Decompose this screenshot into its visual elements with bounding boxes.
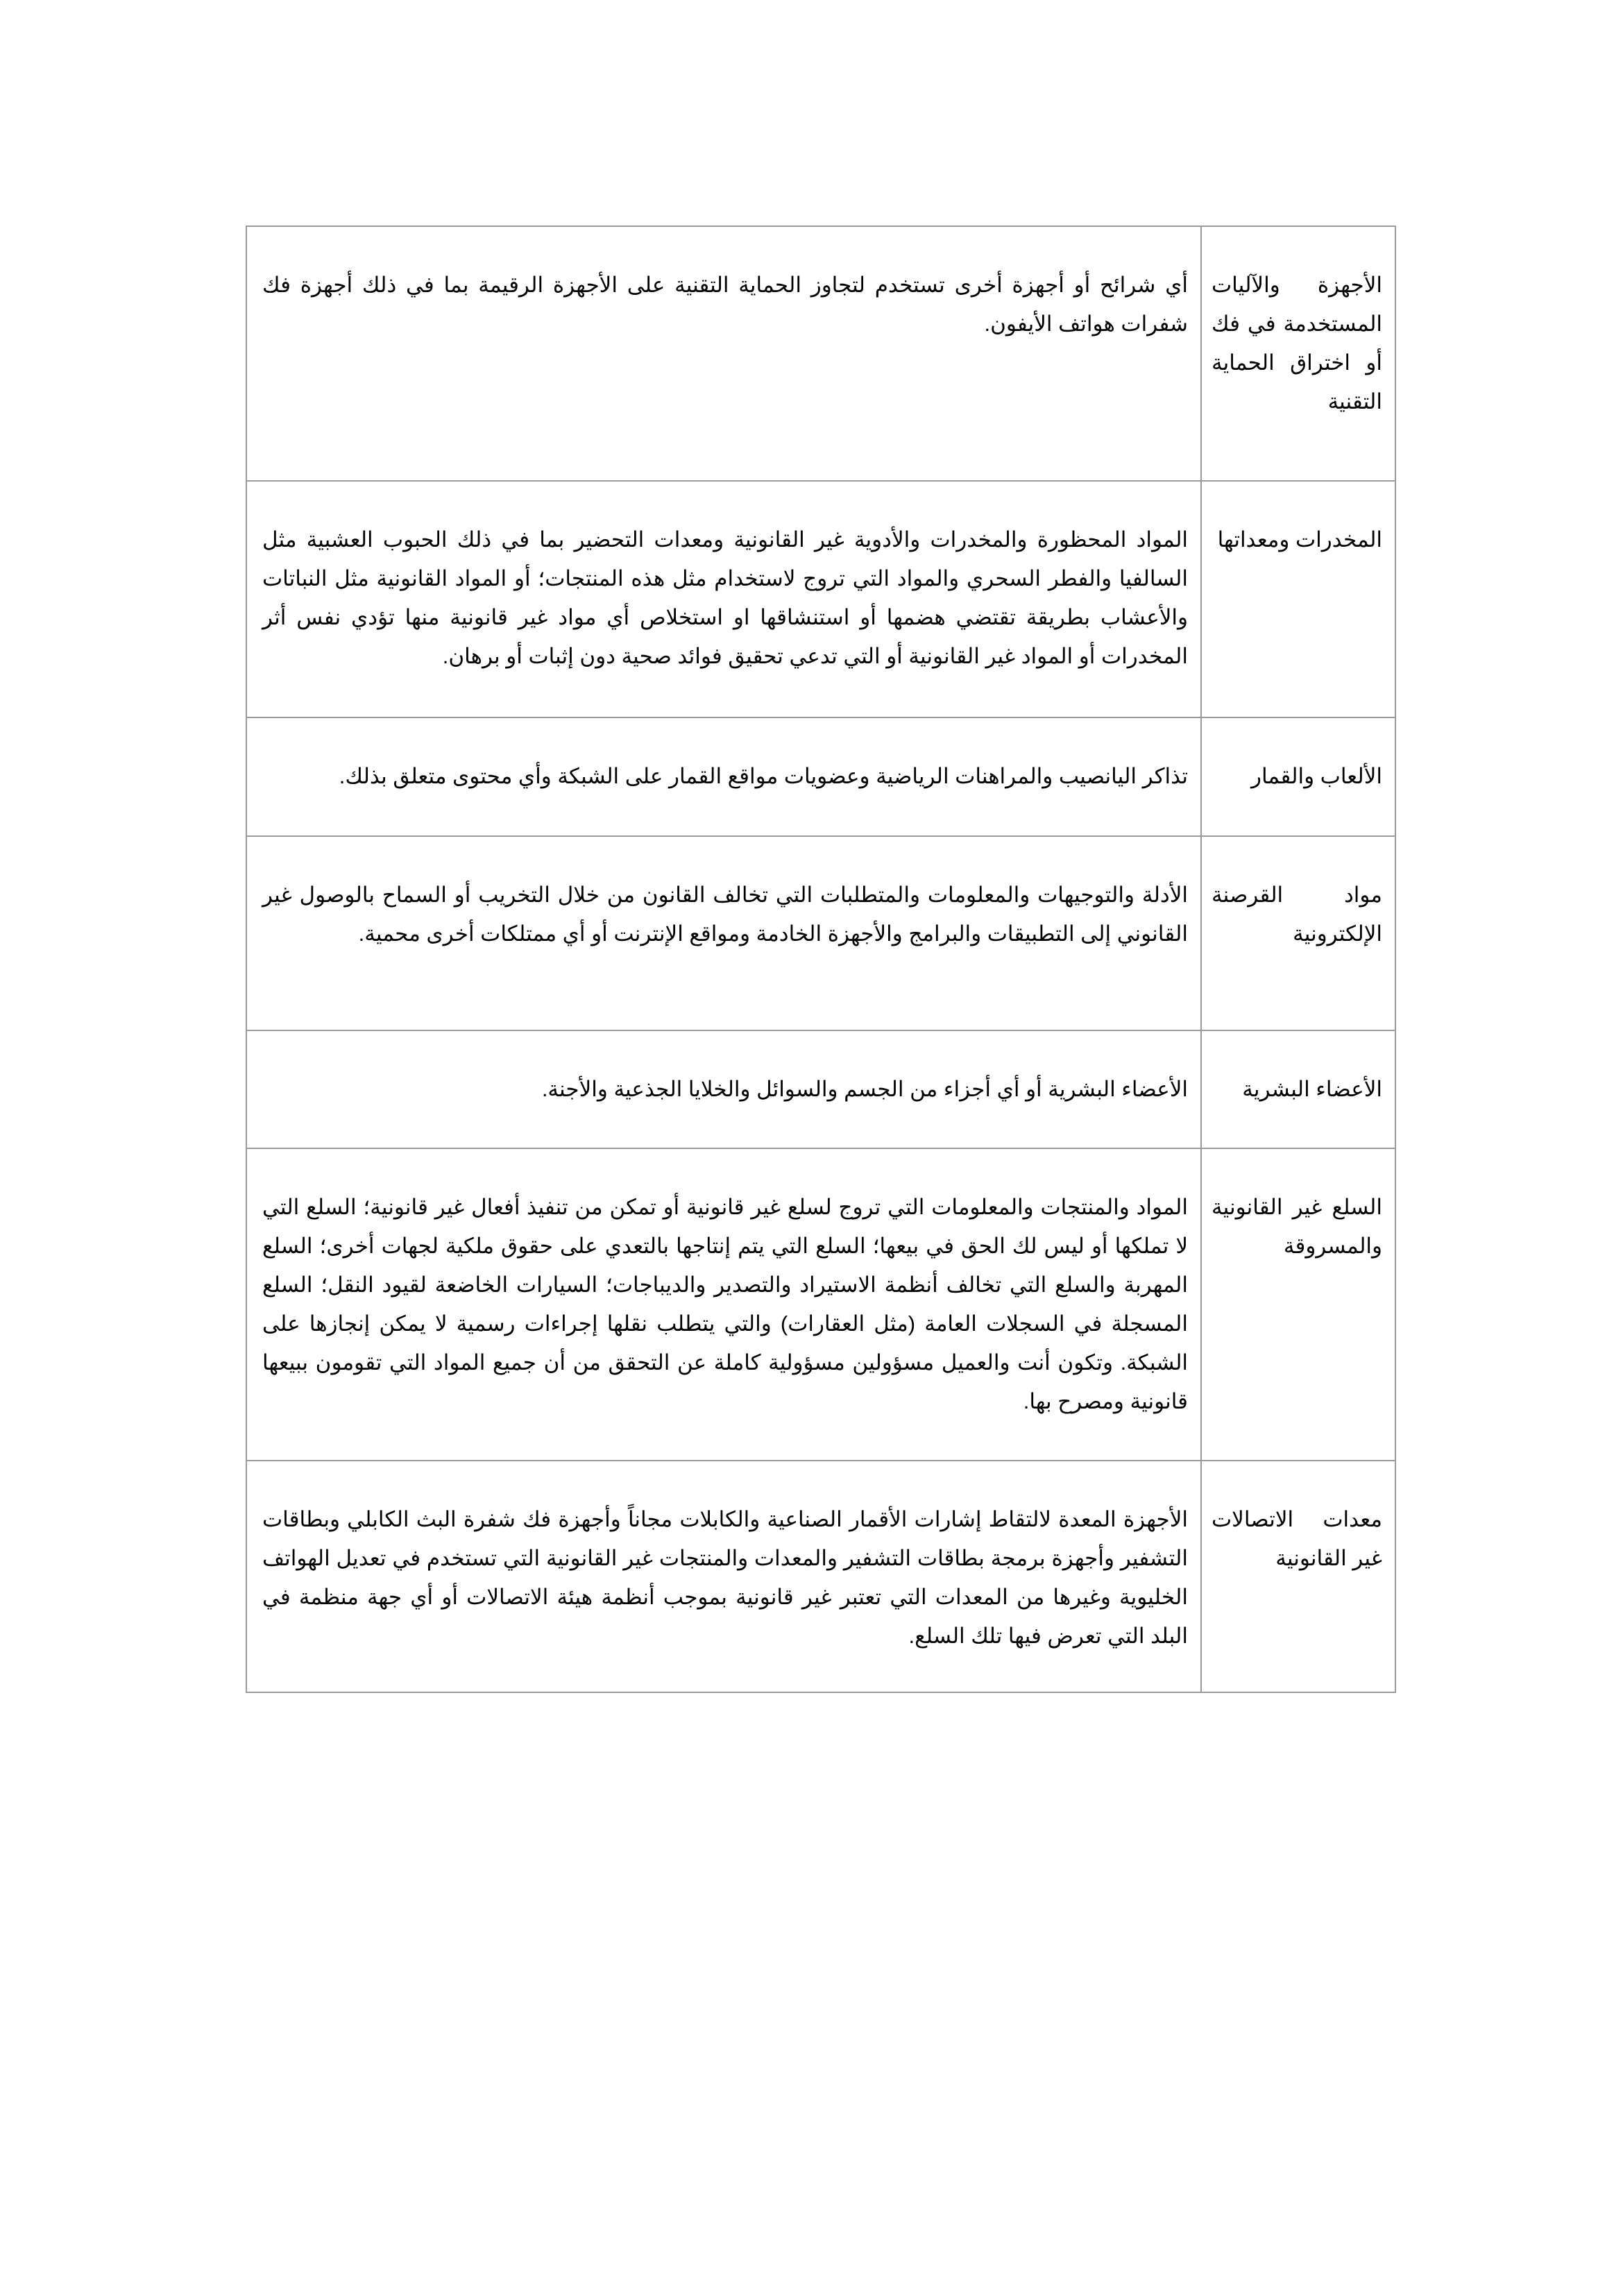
table-row	[246, 481, 1395, 717]
description-cell: الأعضاء البشرية أو أي أجزاء من الجسم والسوائل والخلايا الجذعية والأجنة.	[246, 1030, 1201, 1148]
table-row	[246, 1148, 1395, 1461]
description-cell: أي شرائح أو أجهزة أخرى تستخدم لتجاوز الحماية التقنية على الأجهزة الرقيمة بما في ذلك أجهزة فك شفرات هواتف الأيفون.	[246, 226, 1201, 481]
description-cell: المواد والمنتجات والمعلومات التي تروج لسلع غير قانونية أو تمكن من تنفيذ أفعال غير قانونية؛ السلع التي لا تملكها أو ليس لك الحق في بيعها؛ السلع التي يتم إنتاجها بالتعدي على حقوق ملكية لجهات أخرى؛ السلع المهربة والسلع التي تخالف أنظمة الاستيراد والتصدير والديباجات؛ السيارات الخاضعة لقيود النقل؛ السلع المسجلة في السجلات العامة (مثل العقارات) والتي يتطلب نقلها إجراءات رسمية لا يمكن إنجازها على الشبكة. وتكون أنت والعميل مسؤولين مسؤولية كاملة عن التحقق من أن جميع المواد التي تقومون ببيعها قانونية ومصرح بها.	[246, 1148, 1201, 1461]
prohibited-items-table	[246, 226, 1396, 1693]
category-cell: الأعضاء البشرية	[1201, 1030, 1395, 1148]
table-row	[246, 717, 1395, 836]
category-cell: معدات الاتصالات غير القانونية	[1201, 1461, 1395, 1692]
table-row	[246, 1030, 1395, 1148]
description-cell: المواد المحظورة والمخدرات والأدوية غير القانونية ومعدات التحضير بما في ذلك الحبوب العشبية مثل السالفيا والفطر السحري والمواد التي تروج لاستخدام مثل هذه المنتجات؛ أو المواد القانونية مثل النباتات والأعشاب بطريقة تقتضي هضمها أو استنشاقها او استخلاص أي مواد غير قانونية منها تؤدي نفس أثر المخدرات أو المواد غير القانونية أو التي تدعي تحقيق فوائد صحية دون إثبات أو برهان.	[246, 481, 1201, 717]
category-cell: الأجهزة والآليات المستخدمة في فك أو اختراق الحماية التقنية	[1201, 226, 1395, 481]
description-cell: تذاكر اليانصيب والمراهنات الرياضية وعضويات مواقع القمار على الشبكة وأي محتوى متعلق بذلك.	[246, 717, 1201, 836]
description-cell: الأجهزة المعدة لالتقاط إشارات الأقمار الصناعية والكابلات مجاناً وأجهزة فك شفرة البث الكابلي وبطاقات التشفير وأجهزة برمجة بطاقات التشفير والمعدات والمنتجات غير القانونية التي تستخدم في تعديل الهواتف الخليوية وغيرها من المعدات التي تعتبر غير قانونية بموجب أنظمة هيئة الاتصالات أو أي جهة منظمة في البلد التي تعرض فيها تلك السلع.	[246, 1461, 1201, 1692]
category-cell: الألعاب والقمار	[1201, 717, 1395, 836]
table-row	[246, 836, 1395, 1030]
table-row	[246, 226, 1395, 481]
category-cell: السلع غير القانونية والمسروقة	[1201, 1148, 1395, 1461]
category-cell: مواد القرصنة الإلكترونية	[1201, 836, 1395, 1030]
description-cell: الأدلة والتوجيهات والمعلومات والمتطلبات التي تخالف القانون من خلال التخريب أو السماح بالوصول غير القانوني إلى التطبيقات والبرامج والأجهزة الخادمة ومواقع الإنترنت أو أي ممتلكات أخرى محمية.	[246, 836, 1201, 1030]
table-row	[246, 1461, 1395, 1692]
category-cell: المخدرات ومعداتها	[1201, 481, 1395, 717]
